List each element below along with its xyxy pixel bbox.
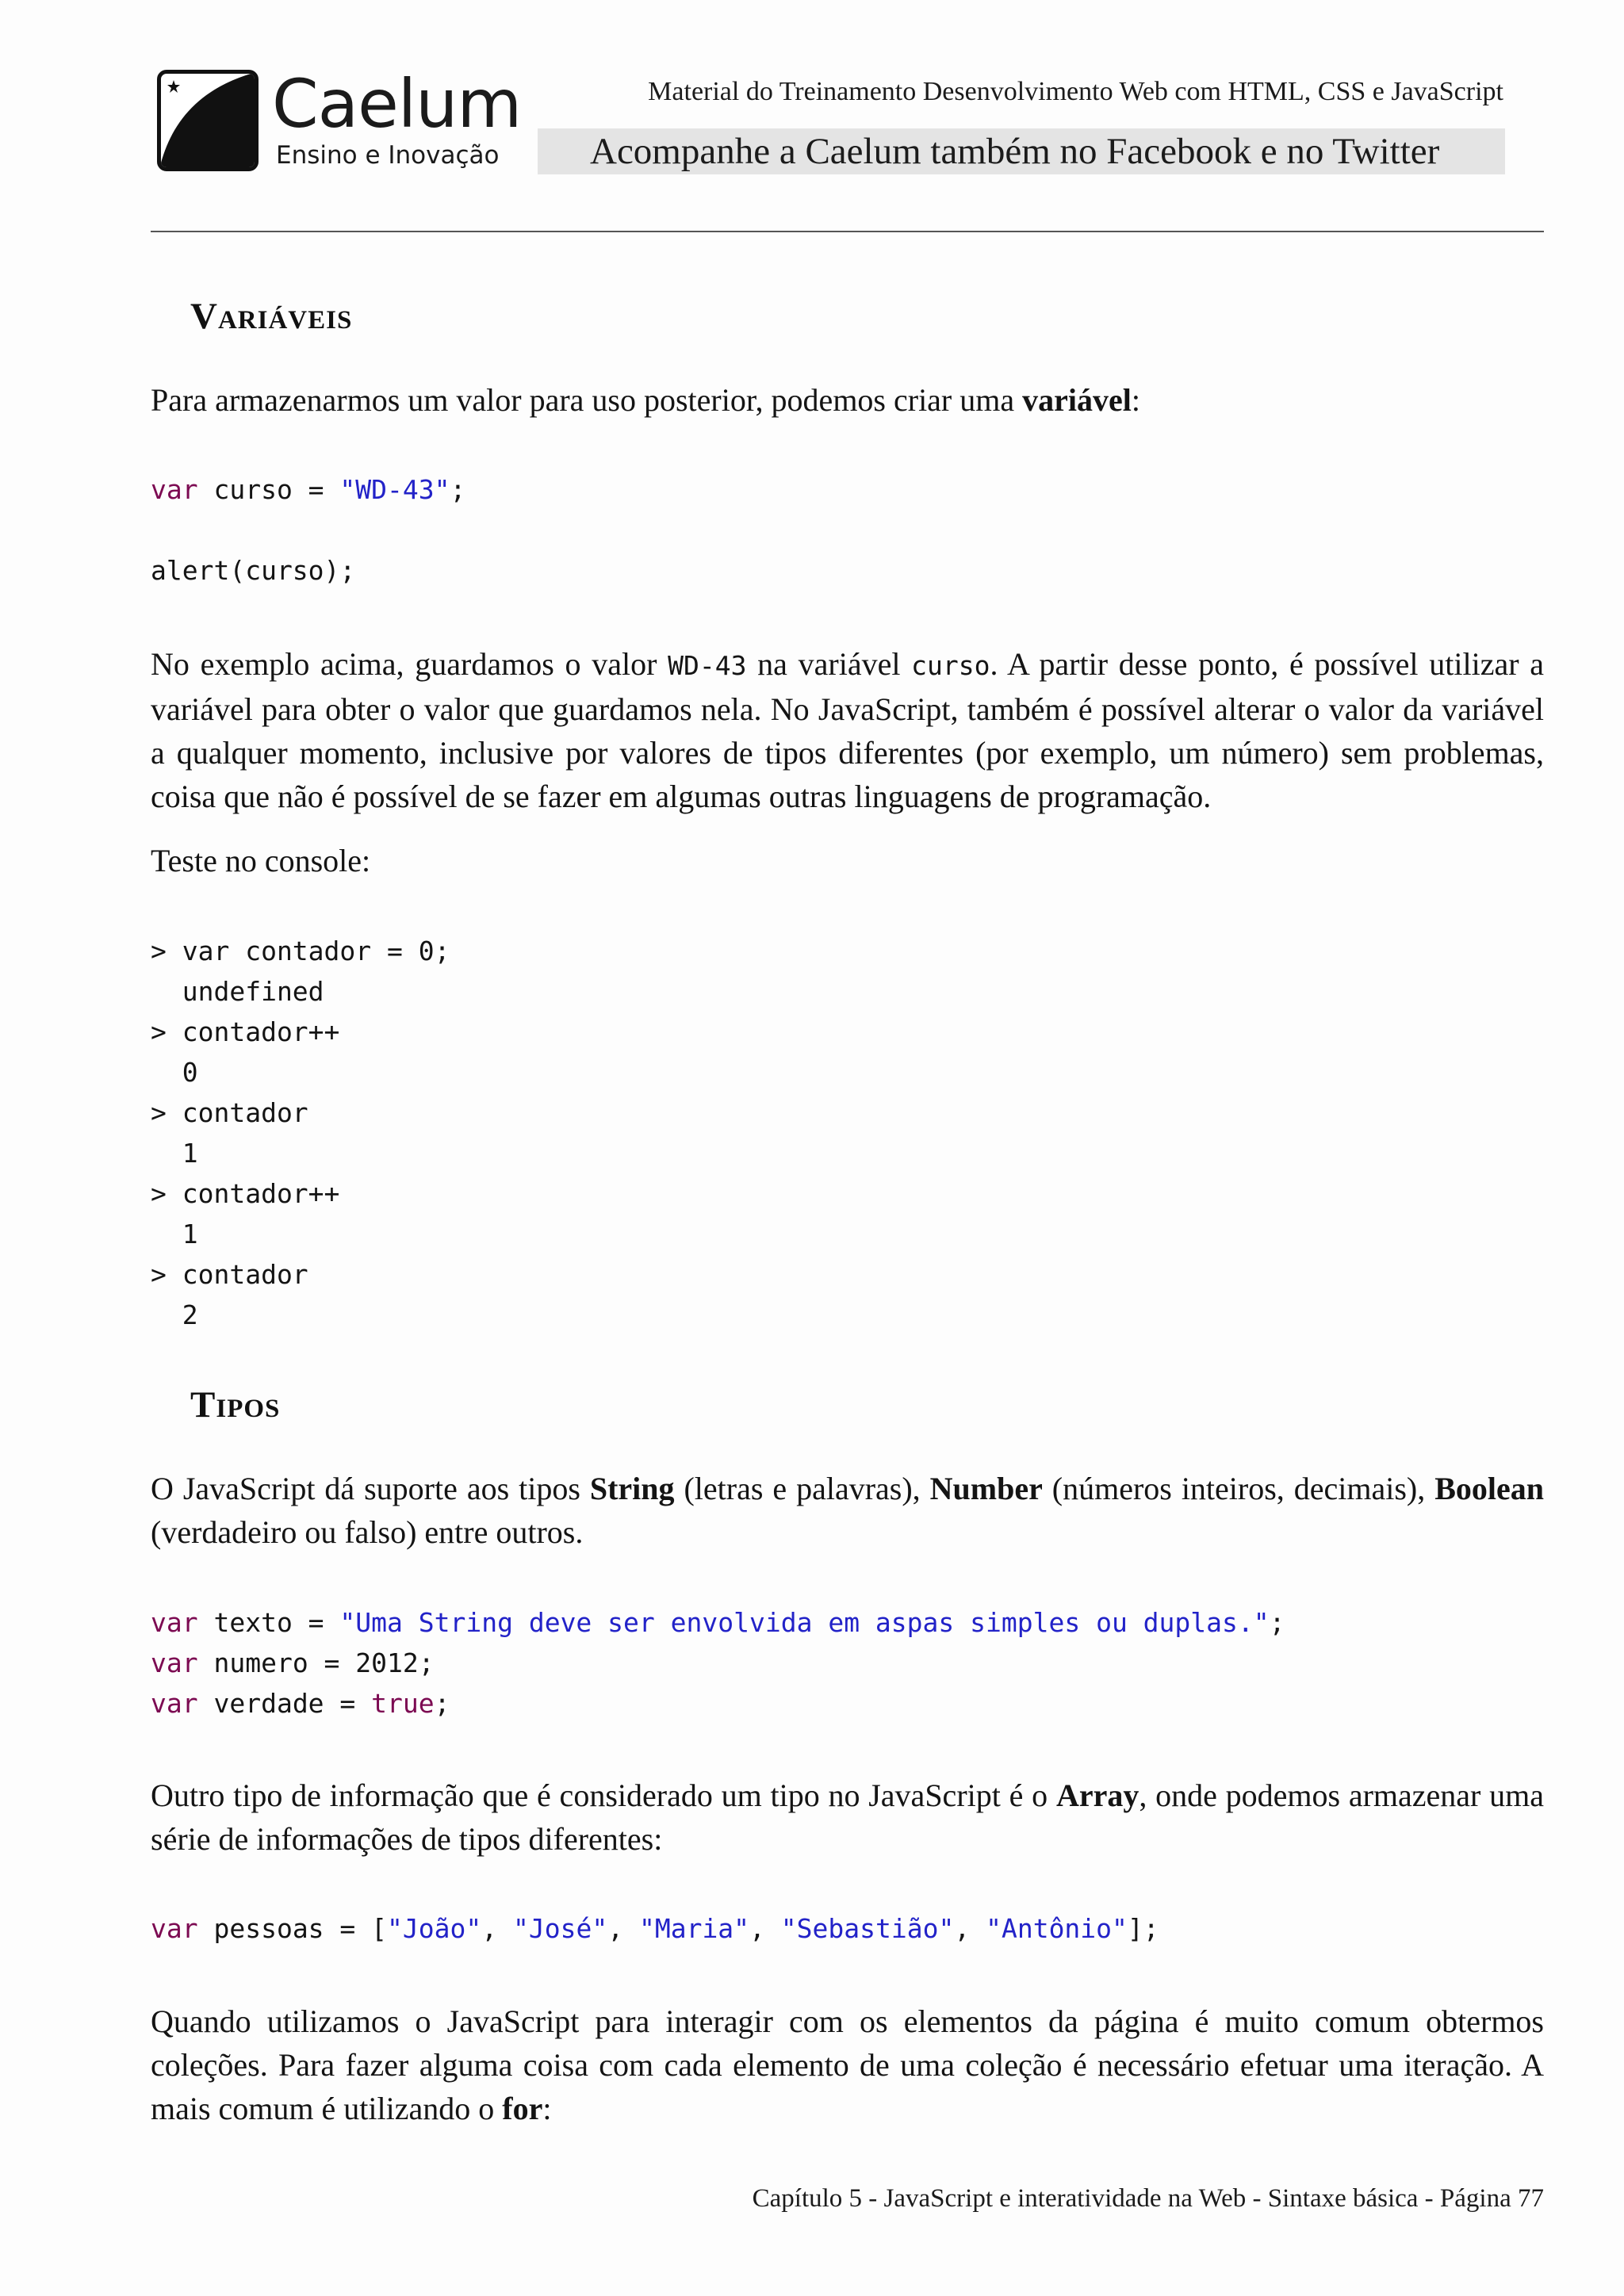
paragraph-iteracao: Quando utilizamos o JavaScript para interagir com os elementos da página é muito comum obtermos coleções. Para fazer alguma coisa com cada elemento de uma coleção é necessário efetuar uma iteração. A mais comum é utilizando o for:: [151, 2003, 1544, 2126]
logo-tagline: Ensino e Inovação: [276, 141, 500, 170]
console-input-line: > contador: [151, 1259, 308, 1290]
header-social-text: Acompanhe a Caelum também no Facebook e no Twitter: [590, 131, 1440, 172]
header-banner: [538, 128, 1505, 174]
console-output-line: 0: [151, 1057, 198, 1088]
logo-name: Caelum: [272, 65, 522, 143]
console-output-line: undefined: [151, 976, 324, 1007]
code-block-tipos: var texto = "Uma String deve ser envolvida em aspas simples ou duplas."; var numero = 2012; var verdade = true;: [151, 1607, 1285, 1719]
section-title-variaveis: Variáveis: [190, 296, 353, 337]
paragraph-variaveis-intro: Para armazenarmos um valor para uso posterior, podemos criar uma variável:: [151, 382, 1140, 418]
console-output-block: [151, 931, 450, 1335]
header-course-title: Material do Treinamento Desenvolvimento Web com HTML, CSS e JavaScript: [648, 77, 1503, 106]
header-divider: [151, 231, 1544, 232]
console-input-line: > contador: [151, 1097, 308, 1128]
code-block-variavel: var curso = "WD-43"; alert(curso);: [151, 474, 466, 586]
caelum-logo: [157, 65, 522, 176]
console-input-line: > var contador = 0;: [151, 936, 450, 966]
console-input-line: > contador++: [151, 1016, 340, 1047]
console-input-line: > contador++: [151, 1178, 340, 1209]
paragraph-variaveis-explicacao: No exemplo acima, guardamos o valor WD-43 na variável curso. A partir desse ponto, é possível utilizar a variável para obter o valor que guardamos nela. No JavaScript, também é possível alterar o valor da variável a qualquer momento, inclusive por valores de tipos diferentes (por exemplo, um número) sem problemas, coisa que não é possível de se fazer em algumas outras linguagens de programação.: [151, 646, 1545, 814]
paragraph-array: Outro tipo de informação que é considerado um tipo no JavaScript é o Array, onde podemos armazenar uma série de informações de tipos diferentes:: [151, 1777, 1545, 1857]
page-footer: Capítulo 5 - JavaScript e interatividade na Web - Sintaxe básica - Página 77: [752, 2184, 1544, 2213]
code-block-array: var pessoas = ["João", "José", "Maria", "Sebastião", "Antônio"];: [151, 1913, 1159, 1944]
logo-mark-icon: [157, 70, 259, 171]
paragraph-teste-console: Teste no console:: [151, 843, 371, 878]
console-output-line: 1: [151, 1219, 198, 1249]
console-output-line: 1: [151, 1138, 198, 1169]
section-title-tipos: Tipos: [190, 1384, 281, 1425]
paragraph-tipos-intro: O JavaScript dá suporte aos tipos String (letras e palavras), Number (números inteiros, decimais), Boolean (verdadeiro ou falso) entre outros.: [151, 1471, 1544, 1550]
console-output-line: 2: [151, 1299, 198, 1330]
